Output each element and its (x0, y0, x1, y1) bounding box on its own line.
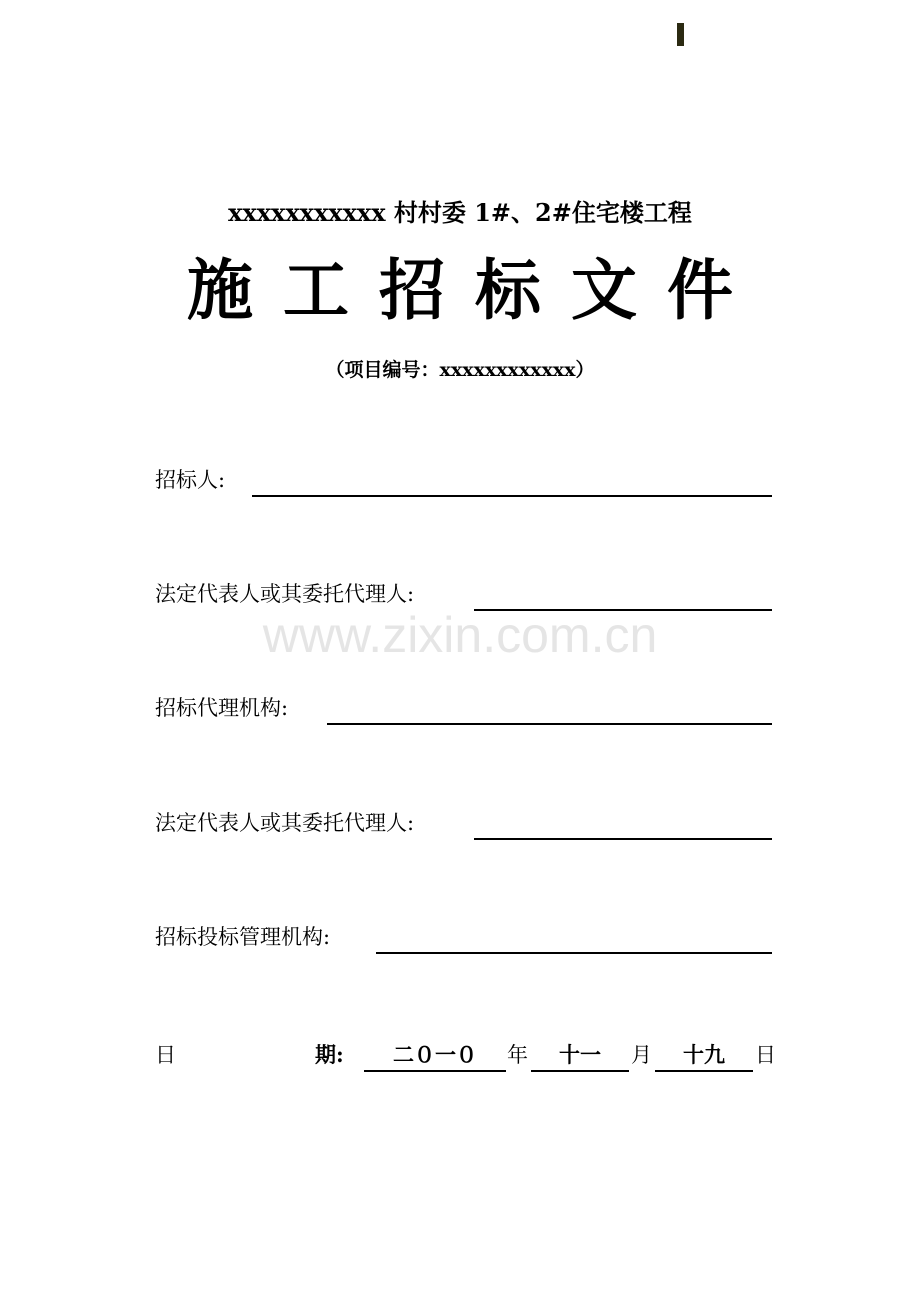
date-label-ri: 日 (155, 1043, 176, 1067)
tenderer-row (155, 463, 772, 497)
date-label-qi: 期: (315, 1042, 344, 1067)
management-row (155, 920, 772, 954)
management-field[interactable] (376, 952, 772, 954)
year-unit: 年 (507, 1043, 528, 1067)
corner-mark (677, 23, 684, 46)
project-title: xxxxxxxxxxx 村村委 1#、2#住宅楼工程 (228, 198, 692, 227)
legal-rep-field-2[interactable] (474, 838, 772, 840)
management-label: 招标投标管理机构: (155, 925, 331, 949)
tenderer-field[interactable] (252, 495, 772, 497)
date-month-field[interactable]: 十一 (531, 1040, 629, 1072)
legal-rep-label-1: 法定代表人或其委托代理人: (155, 582, 415, 606)
legal-rep-row-2 (155, 806, 772, 840)
date-row (155, 1038, 776, 1072)
project-number: （项目编号：xxxxxxxxxxxx） (325, 359, 595, 381)
tenderer-label: 招标人: (155, 468, 226, 492)
month-unit: 月 (631, 1043, 652, 1067)
agency-field[interactable] (327, 723, 772, 725)
date-year-field[interactable]: 二０一０ (364, 1040, 506, 1072)
agency-row (155, 691, 772, 725)
watermark: www.zixin.com.cn (262, 607, 658, 663)
day-unit: 日 (755, 1043, 776, 1067)
legal-rep-label-2: 法定代表人或其委托代理人: (155, 811, 415, 835)
agency-label: 招标代理机构: (155, 696, 289, 720)
date-day-field[interactable]: 十九 (655, 1040, 753, 1072)
document-title: 施工招标文件 (187, 251, 763, 329)
